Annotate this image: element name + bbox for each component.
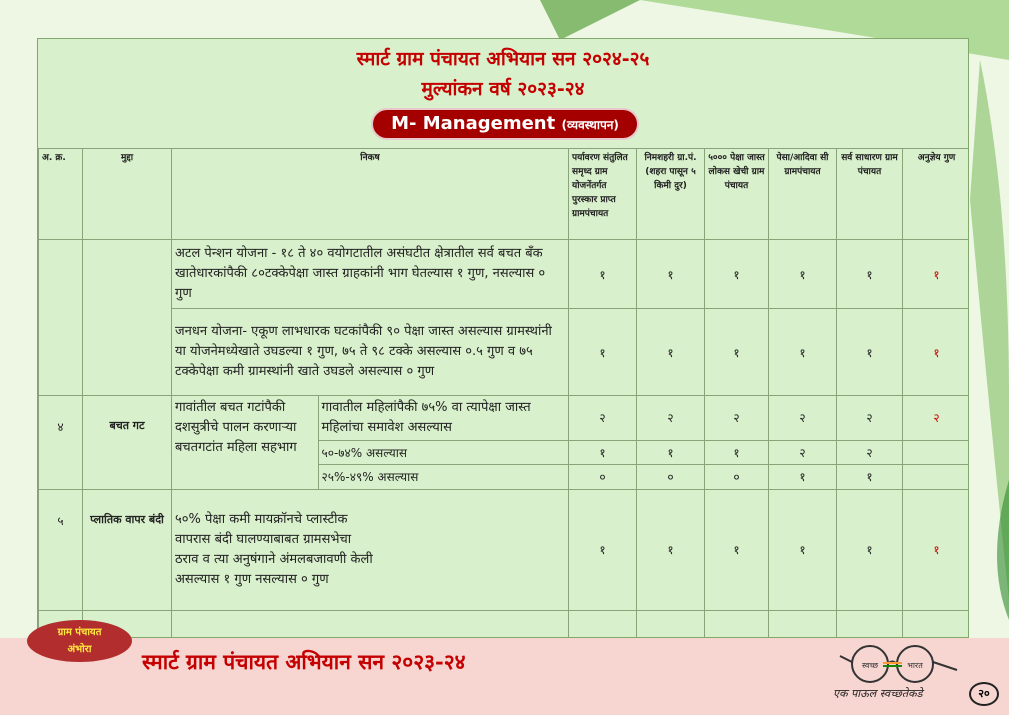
section-badge	[371, 108, 639, 140]
table-row	[39, 396, 970, 441]
col-c6: अनुज्ञेय गुण	[903, 149, 970, 240]
gram-panchayat-badge	[27, 620, 132, 662]
sub-criterion: गावातील महिलांपैकी ७५% वा त्यापेक्षा जास्त महिलांचा समावेश असल्यास	[318, 396, 568, 441]
sr-cell	[39, 240, 83, 396]
sub-criterion: २५%-४९% असल्यास	[318, 465, 568, 489]
value-cell: १	[637, 240, 705, 309]
col-sr: अ. क्र.	[39, 149, 83, 240]
value-cell: १	[769, 465, 837, 489]
value-cell: १	[569, 489, 637, 610]
value-cell: २	[837, 396, 903, 441]
value-cell: १	[837, 240, 903, 309]
col-mudda: मुद्दा	[83, 149, 172, 240]
value-cell: १	[837, 489, 903, 610]
value-cell: १	[837, 465, 903, 489]
logo-right-text: भारत	[907, 661, 923, 670]
col-c1: पर्यावरण संतुलित समृध्द ग्राम योजनेंतर्गत पुरस्कार प्राप्त ग्रामपंचायत	[569, 149, 637, 240]
value-cell: २	[769, 440, 837, 464]
criterion-split	[172, 396, 569, 490]
table-row	[39, 610, 970, 638]
value-cell: १	[637, 440, 705, 464]
value-cell: २	[569, 396, 637, 441]
value-cell: १	[569, 240, 637, 309]
value-cell: १	[569, 440, 637, 464]
allowed-marks: २	[903, 396, 970, 441]
allowed-marks	[903, 465, 970, 489]
criteria-table	[38, 148, 969, 638]
value-cell: १	[769, 309, 837, 396]
value-cell: २	[837, 440, 903, 464]
value-cell: २	[637, 396, 705, 441]
mudda-cell	[83, 240, 172, 396]
table-row	[39, 309, 970, 396]
value-cell: २	[705, 396, 769, 441]
col-nikash: निकष	[172, 149, 569, 240]
col-c2: निमशहरी ग्रा.पं. (शहरा पासून ५ किमी दुर)	[637, 149, 705, 240]
section-subtitle: (व्यवस्थापन)	[561, 118, 619, 132]
swachh-bharat-logo	[835, 640, 965, 690]
value-cell: १	[705, 240, 769, 309]
criterion-text: गावांतील बचत गटांपैकी दशसुत्रीचे पालन करणाऱ्या बचतगटांत महिला सहभाग	[172, 396, 318, 489]
allowed-marks: १	[903, 240, 970, 309]
value-cell: १	[637, 309, 705, 396]
value-cell: १	[705, 309, 769, 396]
tagline: एक पाऊल स्वच्छतेकडे	[833, 687, 923, 700]
criterion-text: अटल पेन्शन योजना - १८ ते ४० वयोगटातील असंघटीत क्षेत्रातील सर्व बचत बँक खातेधारकांपैकी ८०टक्केपेक्षा जास्त ग्राहकांनी भाग घेतल्यास १ गुण, नसल्यास ० गुण	[172, 240, 569, 309]
header-row	[39, 149, 970, 240]
page-title: स्मार्ट ग्राम पंचायत अभियान सन २०२४-२५	[356, 48, 650, 70]
sr-cell: ५	[39, 489, 83, 610]
value-cell: २	[769, 396, 837, 441]
mudda-cell: बचत गट	[83, 396, 172, 490]
criterion-text: ५०% पेक्षा कमी मायक्रॉनचे प्लास्टीक वापरास बंदी घालण्याबाबत ग्रामसभेचा ठराव व त्या अनुषंगाने अंमलबजावणी केली असल्यास १ गुण नसल्यास ० गुण	[172, 489, 569, 610]
value-cell: १	[637, 489, 705, 610]
allowed-marks: १	[903, 489, 970, 610]
page-number: २०	[969, 682, 999, 706]
col-c3: ५००० पेक्षा जास्त लोकस खेची ग्राम पंचायत	[705, 149, 769, 240]
sub-criterion: ५०-७४% असल्यास	[318, 441, 568, 465]
evaluation-year: मुल्यांकन वर्ष २०२३-२४	[421, 78, 585, 100]
col-c4: पेसा/आदिवा सी ग्रामपंचायत	[769, 149, 837, 240]
value-cell: १	[569, 309, 637, 396]
value-cell: १	[705, 489, 769, 610]
allowed-marks: १	[903, 309, 970, 396]
mudda-cell: प्लातिक वापर बंदी	[83, 489, 172, 610]
col-c5: सर्व साधारण ग्राम पंचायत	[837, 149, 903, 240]
value-cell: १	[769, 240, 837, 309]
criterion-subtable	[172, 396, 568, 489]
value-cell: ०	[569, 465, 637, 489]
value-cell: ०	[705, 465, 769, 489]
table-row	[39, 240, 970, 309]
section-title: M- Management	[391, 113, 556, 134]
value-cell: १	[705, 440, 769, 464]
value-cell: १	[769, 489, 837, 610]
sr-cell: ४	[39, 396, 83, 490]
criterion-text: जनधन योजना- एकूण लाभधारक घटकांपैकी ९० पेक्षा जास्त असल्यास ग्रामस्थांनी या योजनेमध्येखाते उघडल्या १ गुण, ७५ ते ९८ टक्के असल्यास ०.५ गुण व ७५ टक्केपेक्षा कमी ग्रामस्थांनी खाते उघडले असल्यास ० गुण	[172, 309, 569, 396]
value-cell: ०	[637, 465, 705, 489]
content-frame	[37, 38, 969, 638]
logo-left-text: स्वच्छ	[861, 661, 879, 670]
footer-title: स्मार्ट ग्राम पंचायत अभियान सन २०२३-२४	[142, 649, 466, 674]
allowed-marks	[903, 440, 970, 464]
badge-line1: ग्राम पंचायत	[57, 627, 102, 638]
badge-line2: अंभोरा	[67, 644, 92, 655]
value-cell: १	[837, 309, 903, 396]
table-row	[39, 489, 970, 610]
